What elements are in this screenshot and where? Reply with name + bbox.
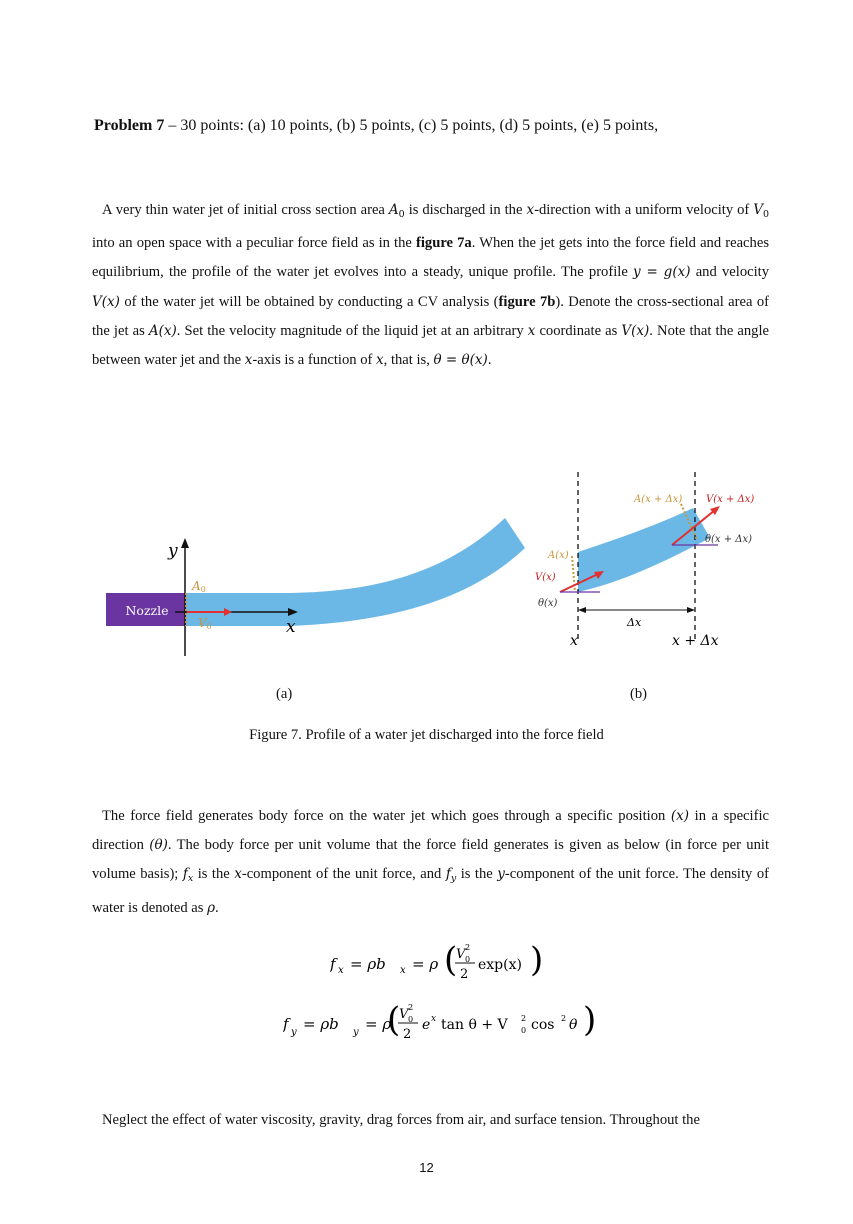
math-x2: x <box>527 322 536 339</box>
svg-text:= ρb: = ρb <box>350 955 386 973</box>
figure-label-a: (a) <box>276 686 293 702</box>
equation-fx <box>330 935 550 985</box>
problem-heading <box>94 117 658 135</box>
p1-text-5: . When the jet gets into the force field and reaches equilibrium, the profile of the water jet evolves into a steady, unique profile. The profile <box>92 235 769 281</box>
svg-text:(: ( <box>444 940 458 980</box>
y-axis-arrow <box>181 538 189 548</box>
p2-text-3: . The body force per unit volume that the force field generates is given as below (in force per unit volume basis); <box>92 837 769 883</box>
svg-text:x: x <box>338 965 344 976</box>
p1-text-12: -axis is a function of <box>252 352 373 369</box>
math-x-paren: (x) <box>670 808 690 824</box>
cv-x-label: x <box>570 633 578 649</box>
svg-text:= ρ: = ρ <box>412 955 439 973</box>
p2-text-6: is the <box>460 866 493 883</box>
intro-paragraph <box>92 196 769 375</box>
svg-text:): ) <box>583 1000 597 1040</box>
math-x: x <box>526 202 535 218</box>
p2-text-5: -component of the unit force, and <box>241 866 442 883</box>
math-Ax: A(x) <box>148 322 177 339</box>
dx-arrowhead-l <box>578 607 586 613</box>
p2-text-2: in a specific direction <box>92 808 769 854</box>
x-axis-label: x <box>286 617 296 637</box>
math-x4: x <box>376 352 384 369</box>
p1-text-8: ). Denote the cross-sectional area of the jet as <box>92 293 769 339</box>
svg-text:2: 2 <box>460 967 469 982</box>
fig7a-ref: figure 7a <box>416 235 472 252</box>
svg-text:2: 2 <box>561 1014 567 1023</box>
nozzle-label: Nozzle <box>125 603 169 618</box>
p1-text-7: of the water jet will be obtained by conducting a CV analysis ( <box>124 293 499 310</box>
p2-text-4: is the <box>197 866 230 883</box>
math-ycomp: y <box>497 866 505 883</box>
svg-text:= ρb: = ρb <box>303 1015 339 1033</box>
svg-text:f: f <box>283 1015 289 1033</box>
fig7b-ref: figure 7b <box>498 293 556 310</box>
p1-text-10: coordinate as <box>539 322 618 339</box>
math-theta-paren: (θ) <box>149 837 168 854</box>
svg-text:0: 0 <box>521 1026 527 1035</box>
svg-text:tan θ + V: tan θ + V <box>441 1017 508 1033</box>
page-number: 12 <box>419 1160 434 1175</box>
figure-7 <box>0 460 853 680</box>
p1-text-14: . <box>487 352 492 369</box>
p3-text: Neglect the effect of water viscosity, gravity, drag forces from air, and surface tension. Throughout the <box>102 1112 700 1128</box>
Ax-label: A(x) <box>548 550 569 561</box>
svg-text:2: 2 <box>465 943 471 952</box>
svg-text:V: V <box>456 947 466 962</box>
svg-text:f: f <box>330 955 336 973</box>
p1-text-13: , that is, <box>383 352 430 369</box>
math-V0: $V_0$ <box>753 202 770 220</box>
p1-text-1: A very thin water jet of initial cross section area <box>102 202 385 218</box>
math-Vx2: V(x) <box>621 322 650 339</box>
cv-xdx-label: x + Δx <box>672 633 719 649</box>
svg-text:x: x <box>431 1014 437 1024</box>
jet-a <box>185 518 525 626</box>
Axdx-label: A(x + Δx) <box>634 494 683 505</box>
p1-text-3: -direction with a uniform velocity of <box>534 202 750 218</box>
svg-text:0: 0 <box>465 955 471 964</box>
math-rho: ρ <box>207 899 216 916</box>
svg-text:y: y <box>353 1027 359 1038</box>
jet-b <box>578 508 710 592</box>
p2-text-8: . <box>215 899 219 916</box>
svg-text:V: V <box>399 1007 409 1022</box>
p2-text-7: -component of the unit force. The density of water is denoted as <box>92 866 769 916</box>
Vxdx-label: V(x + Δx) <box>706 494 755 505</box>
A0-label: A0 <box>192 579 206 594</box>
math-profile: y = g(x) <box>633 264 691 281</box>
thetax-label: θ(x) <box>538 598 558 609</box>
math-A0: $A_0$ <box>388 202 405 220</box>
svg-text:0: 0 <box>408 1015 414 1024</box>
math-fy: $f_y$ <box>445 866 457 885</box>
V0-label: V0 <box>198 616 212 631</box>
svg-text:x: x <box>400 965 406 976</box>
dx-label: Δx <box>627 616 642 629</box>
p1-text-6: and velocity <box>695 264 769 281</box>
svg-text:2: 2 <box>408 1003 414 1012</box>
p1-text-9: . Set the velocity magnitude of the liquid jet at an arbitrary <box>176 322 524 339</box>
problem-points: – 30 points: (a) 10 points, (b) 5 points, (c) 5 points, (d) 5 points, (e) 5 points, <box>164 117 659 134</box>
assumption-paragraph <box>92 1106 769 1135</box>
svg-text:cos: cos <box>531 1017 555 1033</box>
math-theta: θ = θ(x) <box>433 352 488 369</box>
math-Vx: V(x) <box>92 293 120 310</box>
svg-text:(: ( <box>387 1000 401 1040</box>
svg-text:exp(x): exp(x) <box>478 957 522 973</box>
math-xcomp: x <box>234 866 242 883</box>
svg-text:θ: θ <box>569 1017 578 1033</box>
p1-text-11: . Note that the angle between water jet and the <box>92 322 769 369</box>
y-axis-label: y <box>168 541 178 561</box>
p2-text-1: The force field generates body force on the water jet which goes through a specific position <box>102 808 666 824</box>
thetaxdx-label: θ(x + Δx) <box>705 534 753 545</box>
problem-title: Problem 7 <box>94 117 165 134</box>
force-paragraph <box>92 802 769 923</box>
math-x3: x <box>244 352 253 369</box>
Vx-label: V(x) <box>535 572 556 583</box>
p1-text-2: is discharged in the <box>408 202 523 218</box>
svg-text:y: y <box>291 1027 297 1038</box>
svg-text:2: 2 <box>403 1027 412 1042</box>
p1-text-4: into an open space with a peculiar force field as in the <box>92 235 412 252</box>
figure-label-b: (b) <box>630 686 648 702</box>
dx-arrowhead-r <box>687 607 695 613</box>
svg-text:2: 2 <box>521 1014 527 1023</box>
equation-fy <box>283 995 603 1050</box>
figure-caption: Figure 7. Profile of a water jet discharged into the force field <box>249 727 604 743</box>
svg-text:e: e <box>422 1017 431 1033</box>
svg-text:): ) <box>530 940 544 980</box>
math-fx: $f_x$ <box>182 866 194 885</box>
svg-text:= ρ: = ρ <box>365 1015 392 1033</box>
